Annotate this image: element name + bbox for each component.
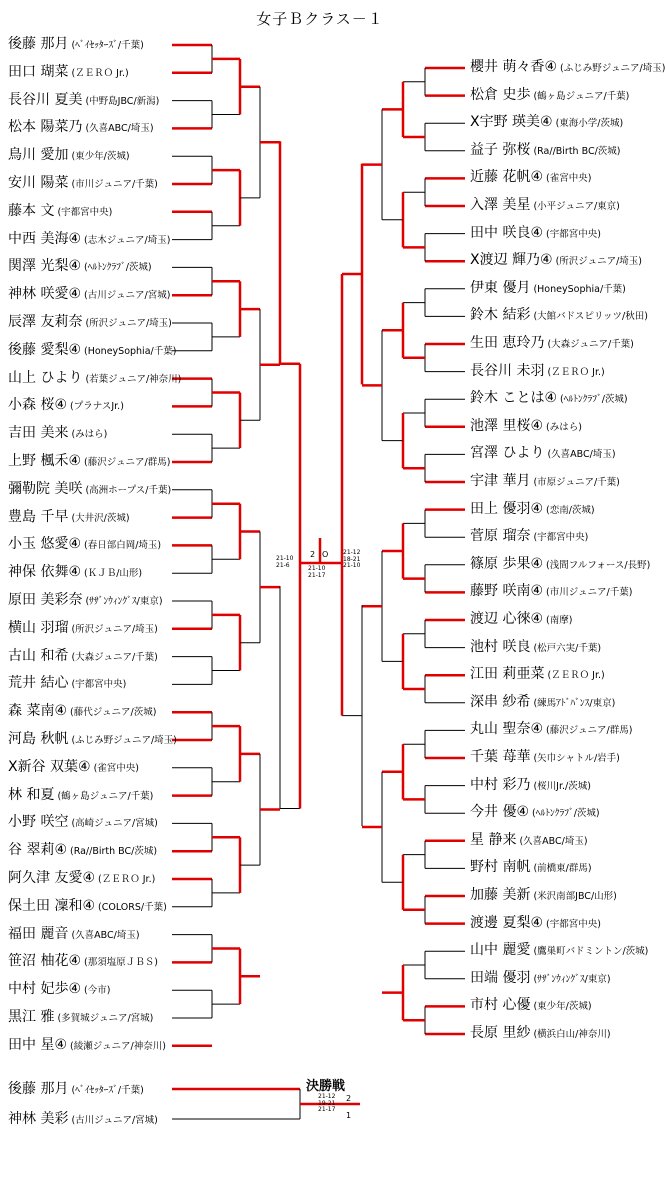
semifinal-right-score: 21-12 18-21 21-10: [343, 549, 361, 569]
right-player-row: [470, 665, 605, 685]
player-team: (南摩): [546, 615, 573, 626]
player-name: 小森 桜④: [8, 397, 68, 414]
player-team: (東少年/茨城): [71, 151, 130, 163]
right-player-row: [470, 196, 620, 216]
final-player-row: [8, 1110, 158, 1130]
player-team: (所沢ジュニア/埼玉): [85, 318, 172, 329]
left-player-row: [8, 35, 144, 55]
semifinal-right-marker: O: [322, 550, 329, 559]
player-team: (宇都宮中央): [546, 918, 601, 930]
left-player-row: [8, 786, 153, 806]
right-player-row: [470, 582, 632, 602]
player-name: 渡辺 心徠④: [470, 611, 544, 627]
final-loser-marker: 1: [346, 1111, 352, 1120]
right-player-row: [470, 279, 626, 299]
player-name: 加藤 美新: [470, 887, 531, 903]
player-team: (久喜ABC/埼玉): [519, 835, 588, 847]
player-team: (大館バドスピリッツ/秋田): [533, 311, 648, 323]
player-team: (松戸六実/千葉): [533, 642, 602, 654]
player-team: (宇都宮中央): [71, 679, 127, 691]
player-team: (大井沢/茨城): [71, 512, 130, 524]
player-team: (HoneySophia/千葉): [84, 345, 177, 357]
player-name: 荒井 結心: [8, 675, 69, 692]
right-player-row: [470, 86, 629, 106]
player-name: 河島 秋帆: [8, 731, 69, 747]
player-team: (ｻｻﾞﾝｳｨﾝｸﾞｽ/東京): [85, 596, 163, 607]
player-name: 林 和夏: [8, 786, 55, 803]
player-name: 田口 瑚菜: [8, 63, 69, 80]
player-team: (宇都宮中央): [546, 228, 601, 240]
player-team: (ＺＥＲＯ Jr.): [98, 874, 156, 885]
player-team: (ＫＪＢ/山形): [84, 568, 143, 580]
player-name: 関澤 光梨④: [8, 258, 82, 275]
player-team: (東少年/茨城): [533, 1001, 592, 1013]
right-player-row: [470, 334, 634, 354]
player-name: 中西 美海④: [8, 230, 82, 247]
player-name: 宮澤 ひより: [470, 445, 545, 462]
player-team: (東海小学/茨城): [555, 118, 624, 130]
player-name: 笹沼 柚花④: [8, 953, 82, 970]
player-team: (多賀城ジュニア/宮城): [57, 1013, 154, 1024]
player-name: 田上 優羽④: [470, 500, 544, 517]
player-team: (前橋東/群馬): [533, 863, 592, 875]
player-team: (久喜ABC/埼玉): [547, 449, 616, 461]
left-player-row: [8, 925, 140, 945]
player-team: (藤代ジュニア/茨城): [70, 707, 157, 719]
player-team: (所沢ジュニア/埼玉): [71, 623, 158, 635]
player-team: (古川ジュニア/宮城): [71, 1115, 158, 1126]
semifinal-left-score: 21-10 21-6: [276, 555, 294, 569]
player-team: (ﾍﾙﾄﾝｸﾗﾌﾞ/茨城): [84, 262, 152, 274]
right-player-row: [470, 444, 616, 464]
player-name: 神林 咲愛④: [8, 286, 82, 303]
player-name: 神保 依舞④: [8, 564, 82, 581]
player-team: (Ra//Birth BC/茨城): [533, 145, 621, 157]
player-team: (市川ジュニア/千葉): [71, 179, 158, 190]
player-team: (恋南/茨城): [546, 504, 595, 516]
player-name: 近藤 花帆④: [470, 169, 544, 186]
player-team: (古川ジュニア/宮城): [84, 290, 171, 302]
right-player-row: [470, 306, 648, 326]
right-player-row: [470, 914, 601, 934]
player-team: (ふじみ野ジュニア/埼玉): [560, 63, 665, 74]
player-name: 豊島 千早: [8, 508, 69, 525]
player-name: 宇津 華月: [470, 473, 531, 489]
right-player-row: [470, 941, 648, 961]
left-player-row: [8, 452, 170, 472]
player-team: (那須塩原ＪＢＳ): [84, 957, 158, 969]
right-player-row: [470, 362, 605, 382]
player-name: 入澤 美星: [470, 197, 531, 213]
player-team: (所沢ジュニア/埼玉): [555, 256, 643, 268]
player-team: (米沢南部JBC/山形): [533, 891, 617, 902]
player-team: (市原ジュニア/千葉): [533, 477, 620, 488]
right-player-row: [470, 500, 595, 520]
player-name: 谷 翠莉④: [8, 842, 68, 859]
player-team: (ｻｻﾞﾝｳｨﾝｸﾞｽ/東京): [533, 973, 611, 985]
right-player-row: [470, 996, 592, 1016]
player-name: 森 菜南④: [8, 703, 68, 720]
player-name: X渡辺 輝乃④: [470, 252, 553, 269]
right-player-row: [470, 693, 615, 713]
left-player-row: [8, 952, 158, 972]
player-team: (プラナスJr.): [70, 401, 124, 413]
player-name: 池澤 里桜④: [470, 417, 544, 434]
player-team: (高崎ジュニア/宮城): [71, 818, 158, 830]
right-player-row: [470, 720, 632, 740]
player-team: (ＺＥＲＯ Jr.): [547, 366, 605, 378]
left-player-row: [8, 341, 176, 361]
player-team: (練馬ｱﾄﾞﾊﾞﾝｽ/東京): [533, 697, 616, 709]
right-player-row: [470, 969, 611, 989]
right-player-row: [470, 527, 588, 547]
player-name: 田端 優羽: [470, 969, 531, 986]
left-player-row: [8, 313, 172, 333]
player-name: 彌勒院 美咲: [8, 480, 83, 497]
left-player-row: [8, 841, 157, 861]
player-name: 野村 南帆: [470, 859, 531, 876]
player-team: (鶴ヶ島ジュニア/千葉): [533, 90, 630, 102]
left-player-row: [8, 813, 158, 833]
player-name: 長谷川 未羽: [470, 362, 545, 379]
left-player-row: [8, 563, 142, 583]
player-team: (高洲ホープス/千葉): [85, 484, 172, 496]
right-player-row: [470, 417, 582, 437]
player-team: (志木ジュニア/埼玉): [84, 234, 171, 246]
right-player-row: [470, 776, 591, 796]
left-player-row: [8, 285, 170, 305]
player-team: (ＺＥＲＯ Jr.): [71, 67, 129, 79]
left-player-row: [8, 369, 181, 389]
final-score: 21-12 19-21 21-17: [318, 1093, 336, 1113]
left-player-row: [8, 702, 156, 722]
left-player-row: [8, 897, 167, 917]
player-name: 福田 麗音: [8, 925, 69, 942]
player-name: 深串 紗希: [470, 693, 531, 710]
player-team: (市川ジュニア/千葉): [546, 587, 633, 599]
player-name: 星 静来: [470, 831, 517, 848]
player-name: 鈴木 ことは④: [470, 390, 558, 407]
player-name: 小野 咲空: [8, 814, 69, 831]
right-player-row: [470, 803, 600, 823]
right-player-row: [470, 168, 591, 188]
player-name: 古山 和希: [8, 647, 69, 664]
player-name: 保土田 凜和④: [8, 897, 96, 914]
player-team: (久喜ABC/埼玉): [85, 123, 154, 135]
left-player-row: [8, 257, 152, 277]
player-team: (浅間フルフォース/長野): [546, 559, 651, 571]
player-team: (小平ジュニア/東京): [533, 201, 620, 212]
left-player-row: [8, 758, 139, 778]
player-team: (若葉ジュニア/神奈川): [85, 373, 182, 385]
left-player-row: [8, 674, 126, 694]
right-player-row: [470, 141, 621, 161]
player-name: 菅原 瑠奈: [470, 528, 531, 545]
right-player-row: [470, 610, 572, 630]
semifinal-center-score: 21-10 21-17: [308, 565, 326, 579]
player-team: (雀宮中央): [546, 173, 592, 185]
left-player-row: [8, 118, 154, 138]
player-team: (大森ジュニア/千葉): [547, 339, 634, 350]
left-player-row: [8, 535, 161, 555]
left-player-row: [8, 1008, 153, 1028]
player-name: 横山 羽瑠: [8, 619, 69, 636]
left-player-row: [8, 202, 112, 222]
page-title: 女子Ｂクラス－１: [256, 10, 384, 28]
right-player-row: [470, 58, 665, 78]
player-team: (ふじみ野ジュニア/埼玉): [71, 735, 177, 746]
left-player-row: [8, 146, 130, 166]
player-team: (中野島JBC/新潟): [85, 95, 160, 107]
right-player-row: [470, 1024, 611, 1044]
player-team: (みはら): [71, 429, 108, 441]
player-name: 上野 楓禾④: [8, 453, 82, 469]
left-player-row: [8, 480, 171, 500]
player-team: (宇都宮中央): [57, 206, 113, 218]
player-name: 小玉 悠愛④: [8, 536, 82, 553]
player-name: 長原 里紗: [470, 1025, 531, 1041]
player-name: 阿久津 友愛④: [8, 870, 96, 886]
left-player-row: [8, 980, 110, 1000]
player-team: (みはら): [546, 421, 582, 433]
player-team: (久喜ABC/埼玉): [71, 929, 140, 941]
player-name: X宇野 瑛美④: [470, 114, 553, 131]
left-player-row: [8, 230, 170, 250]
player-name: 鈴木 結彩: [470, 307, 531, 324]
left-player-row: [8, 730, 177, 750]
left-player-row: [8, 174, 158, 194]
player-name: 中村 彩乃: [470, 776, 531, 793]
left-player-row: [8, 396, 124, 416]
player-team: (大森ジュニア/千葉): [71, 651, 158, 663]
player-name: 後藤 愛梨④: [8, 341, 82, 358]
player-team: (雀宮中央): [93, 762, 140, 774]
player-team: (ﾍﾙﾄﾝｸﾗﾌﾞ/茨城): [532, 808, 600, 820]
player-name: 吉田 美来: [8, 425, 69, 442]
right-player-row: [470, 389, 628, 409]
player-name: 篠原 歩果④: [470, 555, 544, 572]
player-team: (春日部白岡/埼玉): [84, 540, 162, 552]
player-team: (ＺＥＲＯ Jr.): [547, 670, 605, 682]
player-team: (ﾍﾙﾄﾝｸﾗﾌﾞ/茨城): [560, 394, 628, 406]
player-name: 原田 美彩奈: [8, 592, 83, 608]
left-player-row: [8, 63, 129, 83]
player-name: 丸山 聖奈④: [470, 721, 544, 738]
player-name: 千葉 苺華: [470, 749, 531, 765]
player-team: (鶴ヶ島ジュニア/千葉): [57, 790, 154, 802]
player-name: 田中 咲良④: [470, 224, 544, 241]
final-label: 決勝戦: [306, 1079, 346, 1094]
left-player-row: [8, 869, 155, 889]
player-name: 櫻井 萌々香④: [470, 59, 558, 75]
player-name: 神林 美彩: [8, 1111, 69, 1127]
player-name: 山上 ひより: [8, 369, 83, 386]
right-player-row: [470, 831, 588, 851]
player-team: (綾瀬ジュニア/神奈川): [70, 1040, 166, 1052]
player-team: (桜川Jr./茨城): [533, 780, 591, 792]
player-name: 生田 恵玲乃: [470, 335, 545, 351]
player-team: (宇都宮中央): [533, 532, 589, 544]
right-player-row: [470, 224, 601, 244]
left-player-row: [8, 424, 107, 444]
left-player-row: [8, 619, 158, 639]
player-team: (HoneySophia/千葉): [533, 283, 626, 295]
left-player-row: [8, 591, 163, 611]
player-name: 鳥川 愛加: [8, 147, 69, 164]
player-name: 山中 麗愛: [470, 942, 531, 959]
player-name: 藤本 文: [8, 202, 55, 219]
player-name: 辰澤 友莉奈: [8, 314, 83, 330]
player-name: 田中 星④: [8, 1036, 68, 1053]
player-team: (横浜白山/神奈川): [533, 1029, 611, 1040]
player-name: 江田 莉亜菜: [470, 666, 545, 683]
player-team: (矢巾シャトル/岩手): [533, 753, 620, 764]
player-name: 藤野 咲南④: [470, 583, 544, 600]
left-player-row: [8, 1036, 166, 1056]
player-team: (鷹巣町バドミントン/茨城): [533, 946, 649, 958]
player-team: (藤沢ジュニア/群馬): [546, 725, 633, 737]
right-player-row: [470, 251, 642, 271]
player-name: 今井 優④: [470, 804, 530, 821]
left-player-row: [8, 508, 130, 528]
left-player-row: [8, 91, 159, 111]
player-name: 市村 心優: [470, 997, 531, 1014]
player-name: 益子 弥桜: [470, 141, 531, 158]
right-player-row: [470, 113, 623, 133]
left-player-row: [8, 647, 158, 667]
player-name: 中村 妃歩④: [8, 981, 82, 998]
player-team: (今市): [84, 985, 111, 997]
player-name: 黒江 雅: [8, 1009, 55, 1025]
player-name: 松倉 史歩: [470, 86, 531, 103]
player-team: (Ra//Birth BC/茨城): [70, 846, 158, 858]
semifinal-left-marker: 2: [310, 550, 316, 559]
right-player-row: [470, 555, 650, 575]
player-team: (COLORS/千葉): [98, 901, 167, 913]
final-winner-marker: 2: [346, 1094, 352, 1103]
right-player-row: [470, 472, 620, 492]
player-name: 後藤 那月: [8, 1081, 69, 1097]
player-name: 伊東 優月: [470, 279, 531, 296]
player-name: 安川 陽菜: [8, 175, 69, 191]
right-player-row: [470, 858, 592, 878]
player-name: 渡邊 夏梨④: [470, 914, 544, 931]
player-name: X新谷 双葉④: [8, 758, 91, 775]
player-name: 松本 陽菜乃: [8, 119, 83, 136]
final-player-row: [8, 1080, 144, 1100]
player-name: 後藤 那月: [8, 36, 69, 52]
player-team: (ﾍﾞｲｾｯﾀｰｽﾞ/千葉): [71, 1085, 144, 1096]
player-team: (藤沢ジュニア/群馬): [84, 457, 171, 468]
right-player-row: [470, 638, 601, 658]
player-name: 長谷川 夏美: [8, 91, 83, 108]
player-name: 池村 咲良: [470, 638, 531, 655]
right-player-row: [470, 748, 620, 768]
right-player-row: [470, 886, 617, 906]
player-team: (ﾍﾞｲｾｯﾀｰｽﾞ/千葉): [71, 40, 144, 51]
